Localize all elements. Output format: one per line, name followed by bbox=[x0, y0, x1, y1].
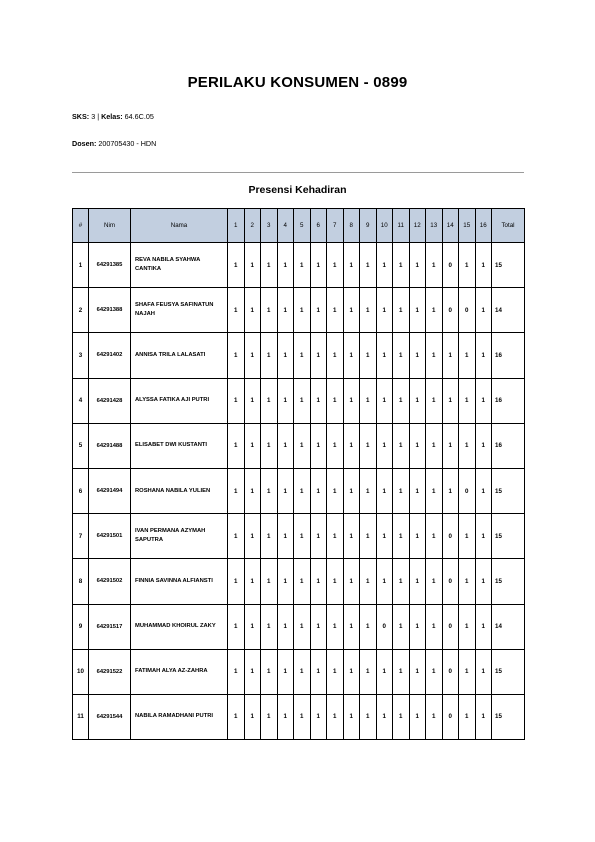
attendance-cell: 1 bbox=[459, 559, 476, 604]
column-header: 2 bbox=[244, 209, 261, 243]
attendance-cell: 1 bbox=[475, 694, 492, 739]
attendance-cell: 1 bbox=[393, 649, 410, 694]
attendance-cell: 1 bbox=[310, 333, 327, 378]
row-number-cell: 11 bbox=[73, 694, 89, 739]
attendance-cell: 1 bbox=[442, 378, 459, 423]
total-cell: 16 bbox=[492, 333, 525, 378]
attendance-cell: 1 bbox=[244, 604, 261, 649]
total-cell: 15 bbox=[492, 468, 525, 513]
column-header: 13 bbox=[426, 209, 443, 243]
attendance-cell: 1 bbox=[244, 333, 261, 378]
attendance-cell: 1 bbox=[228, 333, 245, 378]
total-cell: 15 bbox=[492, 559, 525, 604]
attendance-cell: 1 bbox=[426, 243, 443, 288]
attendance-cell: 1 bbox=[294, 333, 311, 378]
column-header: 8 bbox=[343, 209, 360, 243]
attendance-cell: 1 bbox=[228, 468, 245, 513]
attendance-cell: 1 bbox=[277, 694, 294, 739]
name-cell: MUHAMMAD KHOIRUL ZAKY bbox=[131, 604, 228, 649]
attendance-cell: 1 bbox=[376, 378, 393, 423]
attendance-cell: 0 bbox=[459, 468, 476, 513]
table-row bbox=[73, 649, 525, 694]
column-header: 1 bbox=[228, 209, 245, 243]
attendance-cell: 1 bbox=[327, 333, 344, 378]
column-header: 9 bbox=[360, 209, 377, 243]
name-cell: ANNISA TRILA LALASATI bbox=[131, 333, 228, 378]
divider bbox=[72, 172, 524, 173]
attendance-cell: 1 bbox=[393, 333, 410, 378]
attendance-cell: 1 bbox=[393, 468, 410, 513]
attendance-cell: 1 bbox=[376, 288, 393, 333]
attendance-cell: 1 bbox=[244, 694, 261, 739]
attendance-cell: 1 bbox=[327, 468, 344, 513]
name-cell: SHAFA FEUSYA SAFINATUN NAJAH bbox=[131, 288, 228, 333]
attendance-cell: 1 bbox=[459, 649, 476, 694]
attendance-cell: 1 bbox=[228, 514, 245, 559]
table-row bbox=[73, 514, 525, 559]
attendance-cell: 1 bbox=[277, 378, 294, 423]
attendance-cell: 0 bbox=[442, 694, 459, 739]
attendance-cell: 1 bbox=[360, 694, 377, 739]
attendance-cell: 1 bbox=[426, 559, 443, 604]
attendance-cell: 1 bbox=[228, 423, 245, 468]
attendance-cell: 1 bbox=[393, 423, 410, 468]
total-cell: 14 bbox=[492, 288, 525, 333]
table-row bbox=[73, 468, 525, 513]
attendance-cell: 1 bbox=[310, 559, 327, 604]
nim-cell: 64291385 bbox=[89, 243, 131, 288]
total-cell: 15 bbox=[492, 243, 525, 288]
attendance-cell: 1 bbox=[442, 423, 459, 468]
attendance-cell: 1 bbox=[360, 649, 377, 694]
attendance-cell: 1 bbox=[228, 243, 245, 288]
attendance-cell: 1 bbox=[442, 333, 459, 378]
attendance-cell: 1 bbox=[294, 694, 311, 739]
attendance-cell: 1 bbox=[277, 559, 294, 604]
total-cell: 15 bbox=[492, 649, 525, 694]
page-title: PERILAKU KONSUMEN - 0899 bbox=[187, 74, 408, 91]
name-cell: IVAN PERMANA AZYMAH SAPUTRA bbox=[131, 514, 228, 559]
separator: | bbox=[97, 112, 100, 121]
column-header: # bbox=[73, 209, 89, 243]
attendance-cell: 1 bbox=[261, 288, 278, 333]
attendance-cell: 0 bbox=[442, 243, 459, 288]
attendance-cell: 1 bbox=[376, 649, 393, 694]
attendance-cell: 1 bbox=[261, 333, 278, 378]
attendance-cell: 1 bbox=[409, 649, 426, 694]
attendance-cell: 0 bbox=[442, 559, 459, 604]
table-row bbox=[73, 288, 525, 333]
attendance-cell: 1 bbox=[310, 604, 327, 649]
column-header: 14 bbox=[442, 209, 459, 243]
attendance-cell: 1 bbox=[244, 649, 261, 694]
column-header: 11 bbox=[393, 209, 410, 243]
attendance-cell: 1 bbox=[426, 694, 443, 739]
attendance-cell: 0 bbox=[376, 604, 393, 649]
attendance-cell: 1 bbox=[459, 604, 476, 649]
attendance-cell: 1 bbox=[426, 333, 443, 378]
column-header: 4 bbox=[277, 209, 294, 243]
attendance-cell: 1 bbox=[294, 604, 311, 649]
attendance-cell: 1 bbox=[393, 243, 410, 288]
attendance-cell: 1 bbox=[244, 514, 261, 559]
attendance-cell: 1 bbox=[327, 559, 344, 604]
table-row bbox=[73, 694, 525, 739]
row-number-cell: 4 bbox=[73, 378, 89, 423]
column-header: Nim bbox=[89, 209, 131, 243]
attendance-cell: 1 bbox=[244, 243, 261, 288]
nim-cell: 64291388 bbox=[89, 288, 131, 333]
attendance-cell: 1 bbox=[360, 468, 377, 513]
name-cell: ALYSSA FATIKA AJI PUTRI bbox=[131, 378, 228, 423]
attendance-cell: 1 bbox=[426, 288, 443, 333]
attendance-cell: 1 bbox=[327, 243, 344, 288]
attendance-cell: 1 bbox=[360, 604, 377, 649]
attendance-cell: 1 bbox=[459, 333, 476, 378]
total-cell: 16 bbox=[492, 423, 525, 468]
attendance-cell: 1 bbox=[343, 514, 360, 559]
attendance-cell: 1 bbox=[244, 288, 261, 333]
column-header: 10 bbox=[376, 209, 393, 243]
attendance-cell: 1 bbox=[343, 468, 360, 513]
attendance-cell: 1 bbox=[294, 243, 311, 288]
attendance-cell: 1 bbox=[244, 423, 261, 468]
attendance-cell: 1 bbox=[277, 604, 294, 649]
attendance-cell: 1 bbox=[327, 423, 344, 468]
attendance-cell: 1 bbox=[228, 288, 245, 333]
name-cell: ELISABET DWI KUSTANTI bbox=[131, 423, 228, 468]
attendance-cell: 1 bbox=[360, 333, 377, 378]
lecturer-info bbox=[72, 139, 156, 148]
course-info bbox=[72, 112, 154, 121]
attendance-cell: 1 bbox=[475, 514, 492, 559]
attendance-cell: 0 bbox=[442, 604, 459, 649]
attendance-cell: 1 bbox=[409, 333, 426, 378]
attendance-cell: 1 bbox=[343, 378, 360, 423]
attendance-cell: 1 bbox=[393, 694, 410, 739]
attendance-cell: 1 bbox=[310, 694, 327, 739]
dosen-value: 200705430 - HDN bbox=[98, 139, 157, 148]
attendance-cell: 1 bbox=[426, 468, 443, 513]
attendance-cell: 0 bbox=[442, 649, 459, 694]
attendance-cell: 1 bbox=[310, 514, 327, 559]
attendance-cell: 1 bbox=[459, 378, 476, 423]
attendance-cell: 0 bbox=[442, 514, 459, 559]
attendance-cell: 1 bbox=[261, 243, 278, 288]
attendance-cell: 1 bbox=[343, 694, 360, 739]
sks-value: 3 bbox=[91, 112, 96, 121]
attendance-cell: 1 bbox=[277, 514, 294, 559]
attendance-cell: 1 bbox=[360, 378, 377, 423]
attendance-cell: 1 bbox=[343, 604, 360, 649]
row-number-cell: 8 bbox=[73, 559, 89, 604]
attendance-cell: 1 bbox=[277, 288, 294, 333]
section-title: Presensi Kehadiran bbox=[248, 184, 347, 196]
attendance-table bbox=[72, 208, 525, 740]
attendance-cell: 1 bbox=[244, 559, 261, 604]
name-cell: FATIMAH ALYA AZ-ZAHRA bbox=[131, 649, 228, 694]
row-number-cell: 10 bbox=[73, 649, 89, 694]
attendance-cell: 1 bbox=[244, 468, 261, 513]
attendance-cell: 1 bbox=[475, 243, 492, 288]
attendance-cell: 1 bbox=[409, 694, 426, 739]
dosen-label: Dosen: bbox=[72, 139, 97, 148]
attendance-cell: 1 bbox=[261, 423, 278, 468]
attendance-cell: 1 bbox=[376, 514, 393, 559]
name-cell: FINNIA SAVINNA ALFIANSTI bbox=[131, 559, 228, 604]
row-number-cell: 2 bbox=[73, 288, 89, 333]
column-header: Nama bbox=[131, 209, 228, 243]
attendance-cell: 1 bbox=[228, 604, 245, 649]
column-header: Total bbox=[492, 209, 525, 243]
attendance-cell: 1 bbox=[459, 694, 476, 739]
attendance-cell: 1 bbox=[409, 604, 426, 649]
attendance-cell: 1 bbox=[310, 649, 327, 694]
total-cell: 15 bbox=[492, 514, 525, 559]
attendance-cell: 1 bbox=[261, 604, 278, 649]
attendance-cell: 1 bbox=[409, 468, 426, 513]
nim-cell: 64291502 bbox=[89, 559, 131, 604]
table-row bbox=[73, 378, 525, 423]
attendance-cell: 0 bbox=[442, 288, 459, 333]
kelas-value: 64.6C.05 bbox=[124, 112, 154, 121]
attendance-cell: 1 bbox=[376, 333, 393, 378]
attendance-cell: 1 bbox=[393, 559, 410, 604]
attendance-cell: 1 bbox=[475, 423, 492, 468]
table-header-row bbox=[73, 209, 525, 243]
column-header: 15 bbox=[459, 209, 476, 243]
attendance-cell: 1 bbox=[475, 649, 492, 694]
attendance-cell: 1 bbox=[426, 514, 443, 559]
nim-cell: 64291494 bbox=[89, 468, 131, 513]
attendance-cell: 1 bbox=[376, 423, 393, 468]
attendance-cell: 1 bbox=[475, 288, 492, 333]
attendance-cell: 1 bbox=[360, 288, 377, 333]
attendance-cell: 1 bbox=[327, 378, 344, 423]
column-header: 5 bbox=[294, 209, 311, 243]
attendance-cell: 1 bbox=[376, 468, 393, 513]
attendance-cell: 1 bbox=[228, 694, 245, 739]
attendance-cell: 1 bbox=[409, 378, 426, 423]
column-header: 16 bbox=[475, 209, 492, 243]
attendance-cell: 1 bbox=[327, 604, 344, 649]
attendance-cell: 1 bbox=[327, 649, 344, 694]
attendance-cell: 1 bbox=[376, 243, 393, 288]
attendance-cell: 1 bbox=[393, 378, 410, 423]
row-number-cell: 9 bbox=[73, 604, 89, 649]
attendance-cell: 1 bbox=[475, 333, 492, 378]
attendance-cell: 1 bbox=[426, 378, 443, 423]
attendance-cell: 1 bbox=[459, 243, 476, 288]
attendance-cell: 1 bbox=[244, 378, 261, 423]
attendance-cell: 1 bbox=[228, 378, 245, 423]
attendance-cell: 1 bbox=[277, 243, 294, 288]
attendance-cell: 1 bbox=[393, 514, 410, 559]
attendance-cell: 1 bbox=[376, 559, 393, 604]
attendance-cell: 1 bbox=[343, 423, 360, 468]
name-cell: REVA NABILA SYAHWA CANTIKA bbox=[131, 243, 228, 288]
total-cell: 16 bbox=[492, 378, 525, 423]
attendance-cell: 1 bbox=[360, 559, 377, 604]
attendance-cell: 1 bbox=[475, 378, 492, 423]
table-row bbox=[73, 333, 525, 378]
column-header: 12 bbox=[409, 209, 426, 243]
nim-cell: 64291428 bbox=[89, 378, 131, 423]
column-header: 3 bbox=[261, 209, 278, 243]
attendance-cell: 1 bbox=[310, 423, 327, 468]
table-row bbox=[73, 243, 525, 288]
attendance-cell: 1 bbox=[261, 559, 278, 604]
attendance-cell: 1 bbox=[475, 604, 492, 649]
attendance-cell: 1 bbox=[360, 243, 377, 288]
attendance-cell: 1 bbox=[360, 423, 377, 468]
total-cell: 14 bbox=[492, 604, 525, 649]
nim-cell: 64291522 bbox=[89, 649, 131, 694]
attendance-cell: 1 bbox=[475, 468, 492, 513]
attendance-cell: 1 bbox=[442, 468, 459, 513]
table-row bbox=[73, 423, 525, 468]
attendance-cell: 1 bbox=[409, 514, 426, 559]
row-number-cell: 7 bbox=[73, 514, 89, 559]
attendance-cell: 1 bbox=[327, 694, 344, 739]
attendance-cell: 1 bbox=[426, 604, 443, 649]
table-row bbox=[73, 559, 525, 604]
row-number-cell: 5 bbox=[73, 423, 89, 468]
attendance-cell: 1 bbox=[261, 649, 278, 694]
column-header: 7 bbox=[327, 209, 344, 243]
table-body bbox=[73, 243, 525, 740]
attendance-cell: 1 bbox=[310, 243, 327, 288]
row-number-cell: 3 bbox=[73, 333, 89, 378]
attendance-cell: 1 bbox=[426, 649, 443, 694]
attendance-cell: 1 bbox=[277, 333, 294, 378]
column-header: 6 bbox=[310, 209, 327, 243]
attendance-cell: 1 bbox=[310, 288, 327, 333]
row-number-cell: 6 bbox=[73, 468, 89, 513]
attendance-cell: 1 bbox=[310, 378, 327, 423]
attendance-cell: 1 bbox=[261, 378, 278, 423]
name-cell: NABILA RAMADHANI PUTRI bbox=[131, 694, 228, 739]
attendance-cell: 1 bbox=[261, 514, 278, 559]
attendance-cell: 1 bbox=[310, 468, 327, 513]
attendance-cell: 1 bbox=[343, 559, 360, 604]
attendance-cell: 1 bbox=[261, 468, 278, 513]
attendance-cell: 1 bbox=[459, 423, 476, 468]
attendance-cell: 1 bbox=[294, 468, 311, 513]
attendance-cell: 1 bbox=[294, 423, 311, 468]
attendance-cell: 1 bbox=[228, 649, 245, 694]
attendance-cell: 1 bbox=[294, 514, 311, 559]
attendance-cell: 1 bbox=[475, 559, 492, 604]
attendance-cell: 1 bbox=[294, 559, 311, 604]
nim-cell: 64291517 bbox=[89, 604, 131, 649]
attendance-cell: 1 bbox=[261, 694, 278, 739]
nim-cell: 64291544 bbox=[89, 694, 131, 739]
attendance-cell: 1 bbox=[343, 243, 360, 288]
attendance-cell: 1 bbox=[393, 604, 410, 649]
attendance-cell: 1 bbox=[409, 288, 426, 333]
table-row bbox=[73, 604, 525, 649]
attendance-cell: 1 bbox=[277, 423, 294, 468]
attendance-cell: 1 bbox=[343, 649, 360, 694]
attendance-cell: 1 bbox=[277, 649, 294, 694]
total-cell: 15 bbox=[492, 694, 525, 739]
attendance-cell: 1 bbox=[327, 288, 344, 333]
kelas-label: Kelas: bbox=[101, 112, 123, 121]
attendance-cell: 1 bbox=[327, 514, 344, 559]
attendance-cell: 1 bbox=[343, 333, 360, 378]
attendance-cell: 1 bbox=[459, 514, 476, 559]
attendance-cell: 1 bbox=[426, 423, 443, 468]
attendance-cell: 1 bbox=[409, 559, 426, 604]
attendance-cell: 1 bbox=[393, 288, 410, 333]
attendance-cell: 1 bbox=[294, 288, 311, 333]
row-number-cell: 1 bbox=[73, 243, 89, 288]
attendance-cell: 1 bbox=[376, 694, 393, 739]
attendance-cell: 0 bbox=[459, 288, 476, 333]
name-cell: ROSHANA NABILA YULIEN bbox=[131, 468, 228, 513]
attendance-cell: 1 bbox=[409, 423, 426, 468]
attendance-cell: 1 bbox=[343, 288, 360, 333]
nim-cell: 64291488 bbox=[89, 423, 131, 468]
attendance-cell: 1 bbox=[277, 468, 294, 513]
attendance-cell: 1 bbox=[294, 378, 311, 423]
attendance-cell: 1 bbox=[360, 514, 377, 559]
attendance-cell: 1 bbox=[228, 559, 245, 604]
attendance-cell: 1 bbox=[409, 243, 426, 288]
sks-label: SKS: bbox=[72, 112, 90, 121]
nim-cell: 64291501 bbox=[89, 514, 131, 559]
attendance-cell: 1 bbox=[294, 649, 311, 694]
nim-cell: 64291402 bbox=[89, 333, 131, 378]
